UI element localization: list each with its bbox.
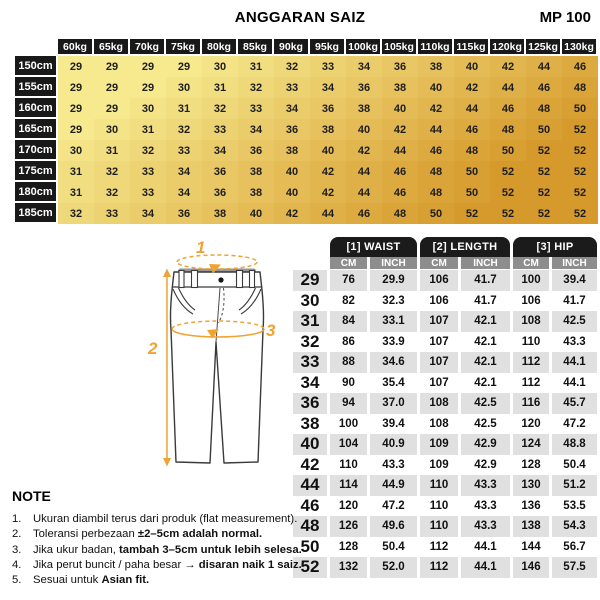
- note-item: [12, 512, 304, 527]
- matrix-size-cell: 50: [454, 161, 490, 182]
- page-title: ANGGARAN SAIZ: [234, 9, 366, 26]
- matrix-size-cell: 36: [310, 98, 346, 119]
- measurement-value-cell: 42.1: [461, 311, 510, 332]
- measurement-value-cell: 44.9: [370, 475, 417, 496]
- measurement-value-cell: 47.2: [552, 414, 597, 435]
- measurement-value-cell: 44.1: [461, 537, 510, 558]
- matrix-size-cell: 30: [58, 140, 94, 161]
- matrix-size-cell: 31: [166, 98, 202, 119]
- matrix-size-cell: 34: [166, 161, 202, 182]
- note-text-segment: tambah 3–5cm untuk lebih selesa.: [119, 543, 302, 556]
- matrix-size-cell: 40: [238, 203, 274, 224]
- matrix-size-cell: 44: [454, 98, 490, 119]
- matrix-size-cell: 42: [382, 119, 418, 140]
- matrix-size-cell: 52: [490, 161, 526, 182]
- matrix-size-cell: 30: [94, 119, 130, 140]
- matrix-size-cell: 46: [490, 98, 526, 119]
- unit-header-cell: INCH: [461, 257, 510, 270]
- note-text-segment: disaran naik 1 saiz.: [198, 558, 302, 571]
- measurement-value-cell: 82: [330, 291, 367, 312]
- matrix-size-cell: 33: [310, 56, 346, 77]
- measurement-value-cell: 128: [330, 537, 367, 558]
- size-label-cell: 46: [293, 496, 327, 517]
- matrix-size-cell: 30: [166, 77, 202, 98]
- matrix-size-cell: 52: [526, 182, 562, 203]
- measurement-value-cell: 42.5: [461, 393, 510, 414]
- matrix-size-cell: 32: [238, 77, 274, 98]
- pants-outline: [170, 272, 263, 463]
- matrix-size-cell: 33: [202, 119, 238, 140]
- matrix-size-cell: 46: [454, 119, 490, 140]
- matrix-size-cell: 40: [346, 119, 382, 140]
- matrix-size-cell: 29: [94, 77, 130, 98]
- note-item: [12, 527, 304, 542]
- matrix-size-cell: 34: [346, 56, 382, 77]
- weight-header-cell: 95kg: [310, 39, 346, 56]
- measurement-value-cell: 42.1: [461, 373, 510, 394]
- measurement-value-cell: 44.1: [552, 373, 597, 394]
- weight-header-cell: 100kg: [346, 39, 382, 56]
- label-hip: 3: [266, 321, 276, 340]
- size-label-cell: 52: [293, 557, 327, 578]
- matrix-size-cell: 46: [382, 182, 418, 203]
- matrix-size-cell: 36: [382, 56, 418, 77]
- matrix-size-cell: 31: [202, 77, 238, 98]
- matrix-size-cell: 36: [274, 119, 310, 140]
- weight-header-cell: 110kg: [418, 39, 454, 56]
- measurement-value-cell: 100: [513, 270, 549, 291]
- size-label-cell: 29: [293, 270, 327, 291]
- measurement-value-cell: 42.9: [461, 455, 510, 476]
- matrix-size-cell: 32: [94, 182, 130, 203]
- note-item: [12, 558, 304, 573]
- measurement-value-cell: 43.3: [461, 475, 510, 496]
- matrix-size-cell: 29: [94, 56, 130, 77]
- size-label-cell: 32: [293, 332, 327, 353]
- length-arrow: [163, 269, 171, 467]
- measurement-value-cell: 108: [513, 311, 549, 332]
- note-number: 5.: [12, 574, 22, 587]
- matrix-size-cell: 42: [310, 182, 346, 203]
- measurement-value-cell: 47.2: [370, 496, 417, 517]
- measurement-value-cell: 130: [513, 475, 549, 496]
- matrix-size-cell: 38: [418, 56, 454, 77]
- matrix-size-cell: 29: [94, 98, 130, 119]
- measurement-value-cell: 43.3: [552, 332, 597, 353]
- matrix-size-cell: 32: [166, 119, 202, 140]
- note-text-segment: Toleransi perbezaan: [33, 528, 138, 541]
- matrix-size-cell: 52: [490, 203, 526, 224]
- measurement-value-cell: 88: [330, 352, 367, 373]
- matrix-size-cell: 33: [130, 161, 166, 182]
- weight-header-cell: 65kg: [94, 39, 130, 56]
- measure-tab: [3] HIP: [513, 237, 597, 257]
- measurement-value-cell: 112: [513, 352, 549, 373]
- measurement-value-cell: 43.3: [370, 455, 417, 476]
- note-number: 1.: [12, 513, 22, 525]
- measurement-value-cell: 49.6: [370, 516, 417, 537]
- weight-header-cell: 80kg: [202, 39, 238, 56]
- matrix-size-cell: 42: [310, 161, 346, 182]
- matrix-size-cell: 38: [238, 161, 274, 182]
- weight-header-cell: 85kg: [238, 39, 274, 56]
- matrix-size-cell: 40: [274, 182, 310, 203]
- matrix-size-cell: 29: [166, 56, 202, 77]
- matrix-size-cell: 33: [94, 203, 130, 224]
- matrix-size-cell: 38: [310, 119, 346, 140]
- measurement-value-cell: 120: [330, 496, 367, 517]
- matrix-size-cell: 31: [130, 119, 166, 140]
- matrix-size-cell: 31: [238, 56, 274, 77]
- measurement-value-cell: 53.5: [552, 496, 597, 517]
- note-heading: NOTE: [12, 488, 51, 504]
- measurement-value-cell: 138: [513, 516, 549, 537]
- matrix-size-cell: 50: [418, 203, 454, 224]
- matrix-size-cell: 32: [274, 56, 310, 77]
- matrix-size-cell: 48: [418, 182, 454, 203]
- measurement-value-cell: 50.4: [552, 455, 597, 476]
- measurement-value-cell: 146: [513, 557, 549, 578]
- matrix-size-cell: 50: [562, 98, 598, 119]
- measurement-value-cell: 34.6: [370, 352, 417, 373]
- measurement-value-cell: 33.9: [370, 332, 417, 353]
- note-text-segment: Ukuran diambil terus dari produk (flat measurement).: [33, 513, 298, 525]
- matrix-size-cell: 31: [58, 161, 94, 182]
- measurement-value-cell: 51.2: [552, 475, 597, 496]
- measurement-value-cell: 54.3: [552, 516, 597, 537]
- matrix-size-cell: 38: [346, 98, 382, 119]
- note-text: [33, 543, 304, 558]
- matrix-size-cell: 32: [94, 161, 130, 182]
- weight-header-cell: 70kg: [130, 39, 166, 56]
- measurement-value-cell: 42.5: [552, 311, 597, 332]
- weight-header-cell: 90kg: [274, 39, 310, 56]
- measurement-value-cell: 43.3: [461, 496, 510, 517]
- matrix-size-cell: 52: [454, 203, 490, 224]
- size-label-cell: 44: [293, 475, 327, 496]
- height-label-cell: 160cm: [15, 98, 58, 119]
- matrix-size-cell: 50: [454, 182, 490, 203]
- measurement-value-cell: 32.3: [370, 291, 417, 312]
- measurement-value-cell: 106: [420, 270, 458, 291]
- matrix-size-cell: 48: [418, 161, 454, 182]
- matrix-size-cell: 40: [418, 77, 454, 98]
- note-item: [12, 543, 304, 558]
- weight-header-cell: 75kg: [166, 39, 202, 56]
- unit-header-cell: INCH: [552, 257, 597, 270]
- matrix-size-cell: 48: [454, 140, 490, 161]
- measurement-value-cell: 120: [513, 414, 549, 435]
- matrix-size-cell: 52: [562, 203, 598, 224]
- measurement-value-cell: 44.1: [461, 557, 510, 578]
- note-text-segment: Asian fit.: [101, 574, 150, 587]
- matrix-size-cell: 42: [490, 56, 526, 77]
- measurement-value-cell: 132: [330, 557, 367, 578]
- measurement-value-cell: 44.1: [552, 352, 597, 373]
- matrix-size-cell: 33: [130, 182, 166, 203]
- matrix-size-cell: 29: [130, 56, 166, 77]
- matrix-size-cell: 42: [346, 140, 382, 161]
- unit-header-cell: CM: [420, 257, 458, 270]
- measurement-value-cell: 41.7: [461, 291, 510, 312]
- measurement-value-cell: 42.1: [461, 352, 510, 373]
- matrix-size-cell: 42: [418, 98, 454, 119]
- matrix-size-cell: 48: [562, 77, 598, 98]
- weight-header-cell: 130kg: [562, 39, 598, 56]
- weight-header-cell: 115kg: [454, 39, 490, 56]
- measurement-value-cell: 108: [420, 393, 458, 414]
- weight-header-cell: 105kg: [382, 39, 418, 56]
- matrix-size-cell: 36: [166, 203, 202, 224]
- matrix-size-cell: 44: [346, 182, 382, 203]
- matrix-size-cell: 40: [382, 98, 418, 119]
- measurement-value-cell: 112: [420, 537, 458, 558]
- matrix-size-cell: 31: [94, 140, 130, 161]
- matrix-size-cell: 29: [58, 77, 94, 98]
- height-label-cell: 185cm: [15, 203, 58, 224]
- size-label-cell: 42: [293, 455, 327, 476]
- weight-height-matrix: [15, 39, 598, 224]
- measurement-value-cell: 136: [513, 496, 549, 517]
- measurement-value-cell: 104: [330, 434, 367, 455]
- note-text: [33, 512, 304, 527]
- button: [218, 277, 223, 282]
- height-label-cell: 165cm: [15, 119, 58, 140]
- measure-tab: [2] LENGTH: [420, 237, 510, 257]
- matrix-size-cell: 33: [274, 77, 310, 98]
- measurement-value-cell: 40.9: [370, 434, 417, 455]
- matrix-size-cell: 34: [238, 119, 274, 140]
- matrix-size-cell: 38: [274, 140, 310, 161]
- measurement-value-cell: 76: [330, 270, 367, 291]
- measurement-value-cell: 110: [420, 496, 458, 517]
- matrix-size-cell: 34: [130, 203, 166, 224]
- matrix-size-cell: 44: [310, 203, 346, 224]
- measurement-value-cell: 42.9: [461, 434, 510, 455]
- measurement-value-cell: 90: [330, 373, 367, 394]
- measurement-value-cell: 110: [420, 475, 458, 496]
- note-section: [12, 488, 304, 588]
- measurement-value-cell: 94: [330, 393, 367, 414]
- matrix-size-cell: 46: [418, 140, 454, 161]
- matrix-size-cell: 52: [562, 161, 598, 182]
- model-code: MP 100: [539, 9, 591, 26]
- measurement-value-cell: 107: [420, 332, 458, 353]
- matrix-size-cell: 36: [238, 140, 274, 161]
- measurement-value-cell: 124: [513, 434, 549, 455]
- matrix-size-cell: 52: [562, 140, 598, 161]
- measurement-value-cell: 48.8: [552, 434, 597, 455]
- matrix-size-cell: 52: [526, 140, 562, 161]
- height-label-cell: 150cm: [15, 56, 58, 77]
- matrix-size-cell: 34: [310, 77, 346, 98]
- measurement-value-cell: 114: [330, 475, 367, 496]
- size-label-cell: 40: [293, 434, 327, 455]
- note-number: 2.: [12, 528, 22, 541]
- measurement-value-cell: 43.3: [461, 516, 510, 537]
- unit-header-cell: CM: [330, 257, 367, 270]
- matrix-size-cell: 50: [490, 140, 526, 161]
- measurement-value-cell: 107: [420, 373, 458, 394]
- matrix-size-cell: 34: [202, 140, 238, 161]
- label-length: 2: [148, 339, 158, 358]
- measurement-value-cell: 112: [513, 373, 549, 394]
- note-item: [12, 573, 304, 588]
- matrix-size-cell: 42: [274, 203, 310, 224]
- matrix-size-cell: 40: [310, 140, 346, 161]
- measurement-value-cell: 110: [513, 332, 549, 353]
- weight-header-cell: 120kg: [490, 39, 526, 56]
- matrix-size-cell: 29: [58, 119, 94, 140]
- measurement-value-cell: 29.9: [370, 270, 417, 291]
- note-number: 4.: [12, 558, 22, 571]
- matrix-size-cell: 30: [130, 98, 166, 119]
- measurement-table: [293, 237, 597, 578]
- matrix-size-cell: 34: [274, 98, 310, 119]
- matrix-size-cell: 44: [490, 77, 526, 98]
- matrix-size-cell: 31: [58, 182, 94, 203]
- matrix-size-cell: 52: [526, 161, 562, 182]
- measurement-value-cell: 33.1: [370, 311, 417, 332]
- measurement-value-cell: 35.4: [370, 373, 417, 394]
- note-text: [33, 527, 304, 542]
- measurement-value-cell: 42.1: [461, 332, 510, 353]
- note-number: 3.: [12, 543, 22, 556]
- matrix-size-cell: 48: [526, 98, 562, 119]
- pants-diagram: [60, 230, 300, 485]
- measurement-value-cell: 108: [420, 414, 458, 435]
- note-text-segment: ±2–5cm adalah normal.: [137, 528, 263, 541]
- matrix-size-cell: 30: [202, 56, 238, 77]
- measurement-value-cell: 106: [420, 291, 458, 312]
- size-label-cell: 50: [293, 537, 327, 558]
- measurement-value-cell: 84: [330, 311, 367, 332]
- matrix-size-cell: 34: [166, 182, 202, 203]
- measurement-value-cell: 37.0: [370, 393, 417, 414]
- size-label-cell: 38: [293, 414, 327, 435]
- measurement-value-cell: 109: [420, 434, 458, 455]
- matrix-size-cell: 38: [238, 182, 274, 203]
- matrix-size-cell: 44: [418, 119, 454, 140]
- measurement-value-cell: 42.5: [461, 414, 510, 435]
- matrix-corner: [15, 39, 58, 56]
- weight-header-cell: 125kg: [526, 39, 562, 56]
- matrix-size-cell: 29: [58, 56, 94, 77]
- matrix-size-cell: 46: [382, 161, 418, 182]
- measurement-value-cell: 110: [330, 455, 367, 476]
- matrix-size-cell: 36: [202, 182, 238, 203]
- matrix-size-cell: 32: [58, 203, 94, 224]
- measurement-value-cell: 109: [420, 455, 458, 476]
- measurement-value-cell: 144: [513, 537, 549, 558]
- matrix-size-cell: 44: [382, 140, 418, 161]
- note-text: [33, 558, 304, 573]
- measurement-value-cell: 52.0: [370, 557, 417, 578]
- size-label-cell: 33: [293, 352, 327, 373]
- note-text: [33, 573, 304, 588]
- matrix-size-cell: 52: [562, 182, 598, 203]
- matrix-size-cell: 32: [202, 98, 238, 119]
- note-text-segment: Jika perut buncit / paha besar →: [33, 558, 199, 571]
- size-label-cell: 48: [293, 516, 327, 537]
- matrix-size-cell: 40: [274, 161, 310, 182]
- matrix-size-cell: 29: [130, 77, 166, 98]
- matrix-size-cell: 52: [526, 203, 562, 224]
- matrix-size-cell: 44: [346, 161, 382, 182]
- matrix-size-cell: 36: [346, 77, 382, 98]
- measurement-value-cell: 106: [513, 291, 549, 312]
- measurement-value-cell: 41.7: [461, 270, 510, 291]
- matrix-size-cell: 44: [526, 56, 562, 77]
- measurement-value-cell: 116: [513, 393, 549, 414]
- measurement-value-cell: 39.4: [552, 270, 597, 291]
- matrix-size-cell: 52: [562, 119, 598, 140]
- measurement-value-cell: 57.5: [552, 557, 597, 578]
- measurement-value-cell: 110: [420, 516, 458, 537]
- measurement-value-cell: 107: [420, 352, 458, 373]
- matrix-size-cell: 33: [238, 98, 274, 119]
- size-label-cell: 31: [293, 311, 327, 332]
- measurement-value-cell: 39.4: [370, 414, 417, 435]
- matrix-size-cell: 40: [454, 56, 490, 77]
- label-waist: 1: [196, 238, 206, 257]
- size-label-cell: 34: [293, 373, 327, 394]
- measurement-value-cell: 50.4: [370, 537, 417, 558]
- height-label-cell: 155cm: [15, 77, 58, 98]
- unit-header-cell: CM: [513, 257, 549, 270]
- weight-header-cell: 60kg: [58, 39, 94, 56]
- matrix-size-cell: 38: [382, 77, 418, 98]
- measurement-value-cell: 112: [420, 557, 458, 578]
- matrix-size-cell: 46: [562, 56, 598, 77]
- measurement-value-cell: 126: [330, 516, 367, 537]
- matrix-size-cell: 42: [454, 77, 490, 98]
- unit-header-cell: INCH: [370, 257, 417, 270]
- matrix-size-cell: 50: [526, 119, 562, 140]
- matrix-size-cell: 48: [382, 203, 418, 224]
- matrix-size-cell: 48: [490, 119, 526, 140]
- measurement-value-cell: 56.7: [552, 537, 597, 558]
- size-label-cell: 30: [293, 291, 327, 312]
- matrix-size-cell: 52: [490, 182, 526, 203]
- matrix-size-cell: 46: [526, 77, 562, 98]
- measure-tab: [1] WAIST: [330, 237, 417, 257]
- height-label-cell: 180cm: [15, 182, 58, 203]
- note-list: [12, 512, 304, 588]
- measurement-value-cell: 128: [513, 455, 549, 476]
- height-label-cell: 170cm: [15, 140, 58, 161]
- matrix-size-cell: 46: [346, 203, 382, 224]
- matrix-size-cell: 38: [202, 203, 238, 224]
- measurement-value-cell: 86: [330, 332, 367, 353]
- note-text-segment: Jika ukur badan,: [33, 543, 120, 556]
- matrix-size-cell: 36: [202, 161, 238, 182]
- height-label-cell: 175cm: [15, 161, 58, 182]
- measurement-value-cell: 41.7: [552, 291, 597, 312]
- matrix-size-cell: 32: [130, 140, 166, 161]
- measurement-value-cell: 100: [330, 414, 367, 435]
- matrix-size-cell: 29: [58, 98, 94, 119]
- size-label-cell: 36: [293, 393, 327, 414]
- matrix-size-cell: 33: [166, 140, 202, 161]
- measurement-value-cell: 45.7: [552, 393, 597, 414]
- note-text-segment: Sesuai untuk: [33, 574, 102, 587]
- measurement-value-cell: 107: [420, 311, 458, 332]
